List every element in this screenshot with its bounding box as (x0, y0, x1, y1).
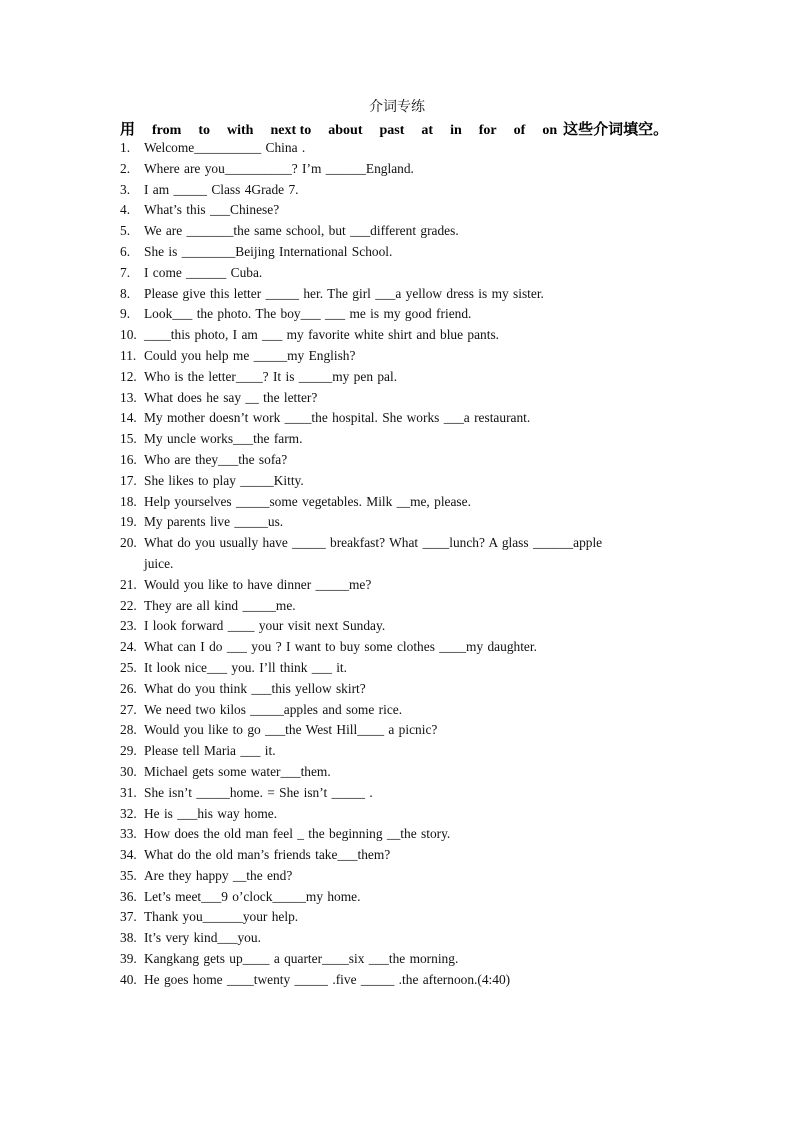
question-item (120, 346, 680, 367)
preposition-word: at (421, 123, 434, 138)
question-continuation: juice. (144, 555, 174, 571)
question-number: 12. (120, 368, 137, 384)
question-item (120, 949, 680, 970)
question-text (144, 804, 680, 825)
question-number: 32. (120, 805, 137, 821)
question-number: 21. (120, 576, 137, 592)
question-item (120, 367, 680, 388)
question-text (144, 533, 680, 575)
question-number: 13. (120, 389, 137, 405)
question-line: Would you like to go ___the West Hill____ a picnic? (144, 722, 438, 738)
question-item (120, 284, 680, 305)
question-number: 10. (120, 327, 137, 343)
preposition-word: to (198, 123, 210, 138)
question-number: 22. (120, 597, 137, 613)
question-line: Would you like to have dinner _____me? (144, 576, 372, 592)
question-text (144, 138, 680, 159)
question-line: Help yourselves _____some vegetables. Milk __me, please. (144, 493, 471, 509)
question-item (120, 887, 680, 908)
question-text (144, 741, 680, 762)
question-line: They are all kind _____me. (144, 597, 296, 613)
question-number: 1. (120, 140, 131, 155)
question-text (144, 492, 680, 513)
question-number: 15. (120, 431, 137, 447)
question-text (144, 637, 680, 658)
question-line: She likes to play _____Kitty. (144, 472, 304, 488)
question-number: 7. (120, 264, 131, 280)
preposition-word: for (478, 123, 497, 138)
question-text (144, 679, 680, 700)
question-text (144, 949, 680, 970)
question-text (144, 408, 680, 429)
question-item (120, 304, 680, 325)
question-item (120, 221, 680, 242)
question-text (144, 616, 680, 637)
question-item (120, 388, 680, 409)
question-line: Let’s meet___9 o’clock_____my home. (144, 888, 361, 904)
question-line: Where are you__________? I’m ______England. (144, 160, 414, 176)
question-item (120, 159, 680, 180)
preposition-word: from (152, 123, 182, 138)
question-number: 17. (120, 472, 137, 488)
question-line: Thank you______your help. (144, 909, 299, 925)
question-line: I am _____ Class 4Grade 7. (144, 181, 299, 197)
question-line: What can I do ___ you ? I want to buy some clothes ____my daughter. (144, 639, 537, 655)
question-text (144, 866, 680, 887)
question-item (120, 866, 680, 887)
question-text (144, 242, 680, 263)
question-text (144, 720, 680, 741)
question-number: 37. (120, 909, 137, 925)
question-text (144, 159, 680, 180)
question-text (144, 325, 680, 346)
instruction-line (120, 118, 740, 138)
question-number: 19. (120, 514, 137, 530)
question-text (144, 200, 680, 221)
question-number: 29. (120, 743, 137, 759)
question-number: 3. (120, 181, 131, 197)
question-item (120, 700, 680, 721)
question-line: Who is the letter____? It is _____my pen pal. (144, 368, 398, 384)
question-text (144, 887, 680, 908)
question-text (144, 658, 680, 679)
question-number: 33. (120, 826, 137, 842)
question-item (120, 907, 680, 928)
question-line: What’s this ___Chinese? (144, 202, 280, 218)
question-item (120, 450, 680, 471)
question-text (144, 284, 680, 305)
question-number: 28. (120, 722, 137, 738)
question-item (120, 263, 680, 284)
question-text (144, 575, 680, 596)
question-item (120, 762, 680, 783)
question-line: Could you help me _____my English? (144, 347, 356, 363)
question-number: 20. (120, 535, 137, 551)
question-text (144, 304, 680, 325)
question-item (120, 928, 680, 949)
question-line: It look nice___ you. I’ll think ___ it. (144, 659, 348, 675)
question-number: 6. (120, 243, 131, 259)
question-line: What do you think ___this yellow skirt? (144, 680, 366, 696)
question-text (144, 907, 680, 928)
page-title: 介词专练 (369, 99, 425, 115)
question-line: Are they happy __the end? (144, 867, 293, 883)
question-item (120, 741, 680, 762)
question-text (144, 700, 680, 721)
question-line: It’s very kind___you. (144, 930, 261, 946)
question-line: Michael gets some water___them. (144, 763, 331, 779)
question-line: Please give this letter _____ her. The girl ___a yellow dress is my sister. (144, 285, 544, 301)
question-number: 11. (120, 347, 137, 363)
question-text (144, 221, 680, 242)
question-item (120, 575, 680, 596)
question-list (120, 138, 680, 991)
question-number: 8. (120, 285, 131, 301)
question-number: 18. (120, 493, 137, 509)
question-line: He goes home ____twenty _____ .five _____ .the afternoon.(4:40) (144, 971, 511, 987)
preposition-word: about (328, 123, 363, 138)
question-number: 25. (120, 659, 137, 675)
question-item (120, 804, 680, 825)
question-number: 14. (120, 410, 137, 426)
question-number: 35. (120, 867, 137, 883)
question-number: 36. (120, 888, 137, 904)
question-text (144, 928, 680, 949)
question-number: 4. (120, 202, 131, 218)
question-line: Kangkang gets up____ a quarter____six ___the morning. (144, 951, 459, 967)
question-number: 39. (120, 951, 137, 967)
question-item (120, 242, 680, 263)
preposition-word: on (542, 123, 558, 138)
question-number: 27. (120, 701, 137, 717)
question-item (120, 325, 680, 346)
question-line: She is ________Beijing International School. (144, 243, 393, 259)
question-text (144, 783, 680, 804)
question-item (120, 783, 680, 804)
question-line: My parents live _____us. (144, 514, 284, 530)
preposition-word: next to (270, 123, 312, 138)
question-line: We need two kilos _____apples and some rice. (144, 701, 403, 717)
question-line: Please tell Maria ___ it. (144, 743, 276, 759)
instruction-suffix: 这些介词填空。 (563, 120, 669, 138)
question-line: I come ______ Cuba. (144, 264, 263, 280)
question-number: 5. (120, 223, 131, 239)
question-text (144, 512, 680, 533)
question-number: 34. (120, 847, 137, 863)
question-line: Look___ the photo. The boy___ ___ me is my good friend. (144, 306, 472, 322)
question-line: What do the old man’s friends take___them? (144, 847, 391, 863)
question-number: 40. (120, 971, 137, 987)
question-item (120, 616, 680, 637)
question-line: What do you usually have _____ breakfast? What ____lunch? A glass ______apple (144, 535, 603, 551)
question-item (120, 180, 680, 201)
instruction-prefix: 用 (120, 120, 136, 138)
question-line: We are _______the same school, but ___different grades. (144, 223, 459, 239)
question-item (120, 596, 680, 617)
question-text (144, 762, 680, 783)
question-item (120, 471, 680, 492)
question-number: 38. (120, 930, 137, 946)
question-text (144, 450, 680, 471)
question-text (144, 180, 680, 201)
preposition-word: in (450, 123, 462, 138)
preposition-word: past (379, 123, 405, 138)
question-item (120, 720, 680, 741)
question-item (120, 845, 680, 866)
question-text (144, 346, 680, 367)
question-item (120, 512, 680, 533)
question-item (120, 492, 680, 513)
question-text (144, 367, 680, 388)
question-text (144, 471, 680, 492)
question-item (120, 138, 680, 159)
preposition-word: with (226, 123, 254, 138)
question-item (120, 658, 680, 679)
question-text (144, 263, 680, 284)
question-number: 2. (120, 160, 131, 176)
question-line: My mother doesn’t work ____the hospital. She works ___a restaurant. (144, 410, 531, 426)
question-item (120, 637, 680, 658)
question-number: 30. (120, 763, 137, 779)
question-item (120, 970, 680, 991)
question-text (144, 596, 680, 617)
preposition-word: of (513, 123, 526, 138)
question-number: 23. (120, 618, 137, 634)
question-item (120, 200, 680, 221)
question-number: 24. (120, 639, 137, 655)
question-line: He is ___his way home. (144, 805, 278, 821)
question-line: How does the old man feel _ the beginning __the story. (144, 826, 451, 842)
question-item (120, 679, 680, 700)
question-line: What does he say __ the letter? (144, 389, 318, 405)
question-line: Welcome__________ China . (144, 140, 306, 155)
question-item (120, 533, 680, 575)
question-line: My uncle works___the farm. (144, 431, 303, 447)
question-text (144, 845, 680, 866)
question-line: I look forward ____ your visit next Sunday. (144, 618, 386, 634)
question-text (144, 388, 680, 409)
question-item (120, 408, 680, 429)
question-text (144, 970, 680, 991)
question-line: ____this photo, I am ___ my favorite white shirt and blue pants. (144, 327, 500, 343)
question-number: 16. (120, 451, 137, 467)
question-item (120, 429, 680, 450)
question-text (144, 824, 680, 845)
question-number: 26. (120, 680, 137, 696)
question-line: She isn’t _____home. = She isn’t _____ . (144, 784, 373, 800)
question-item (120, 824, 680, 845)
question-line: Who are they___the sofa? (144, 451, 288, 467)
question-number: 31. (120, 784, 137, 800)
question-number: 9. (120, 306, 131, 322)
question-text (144, 429, 680, 450)
